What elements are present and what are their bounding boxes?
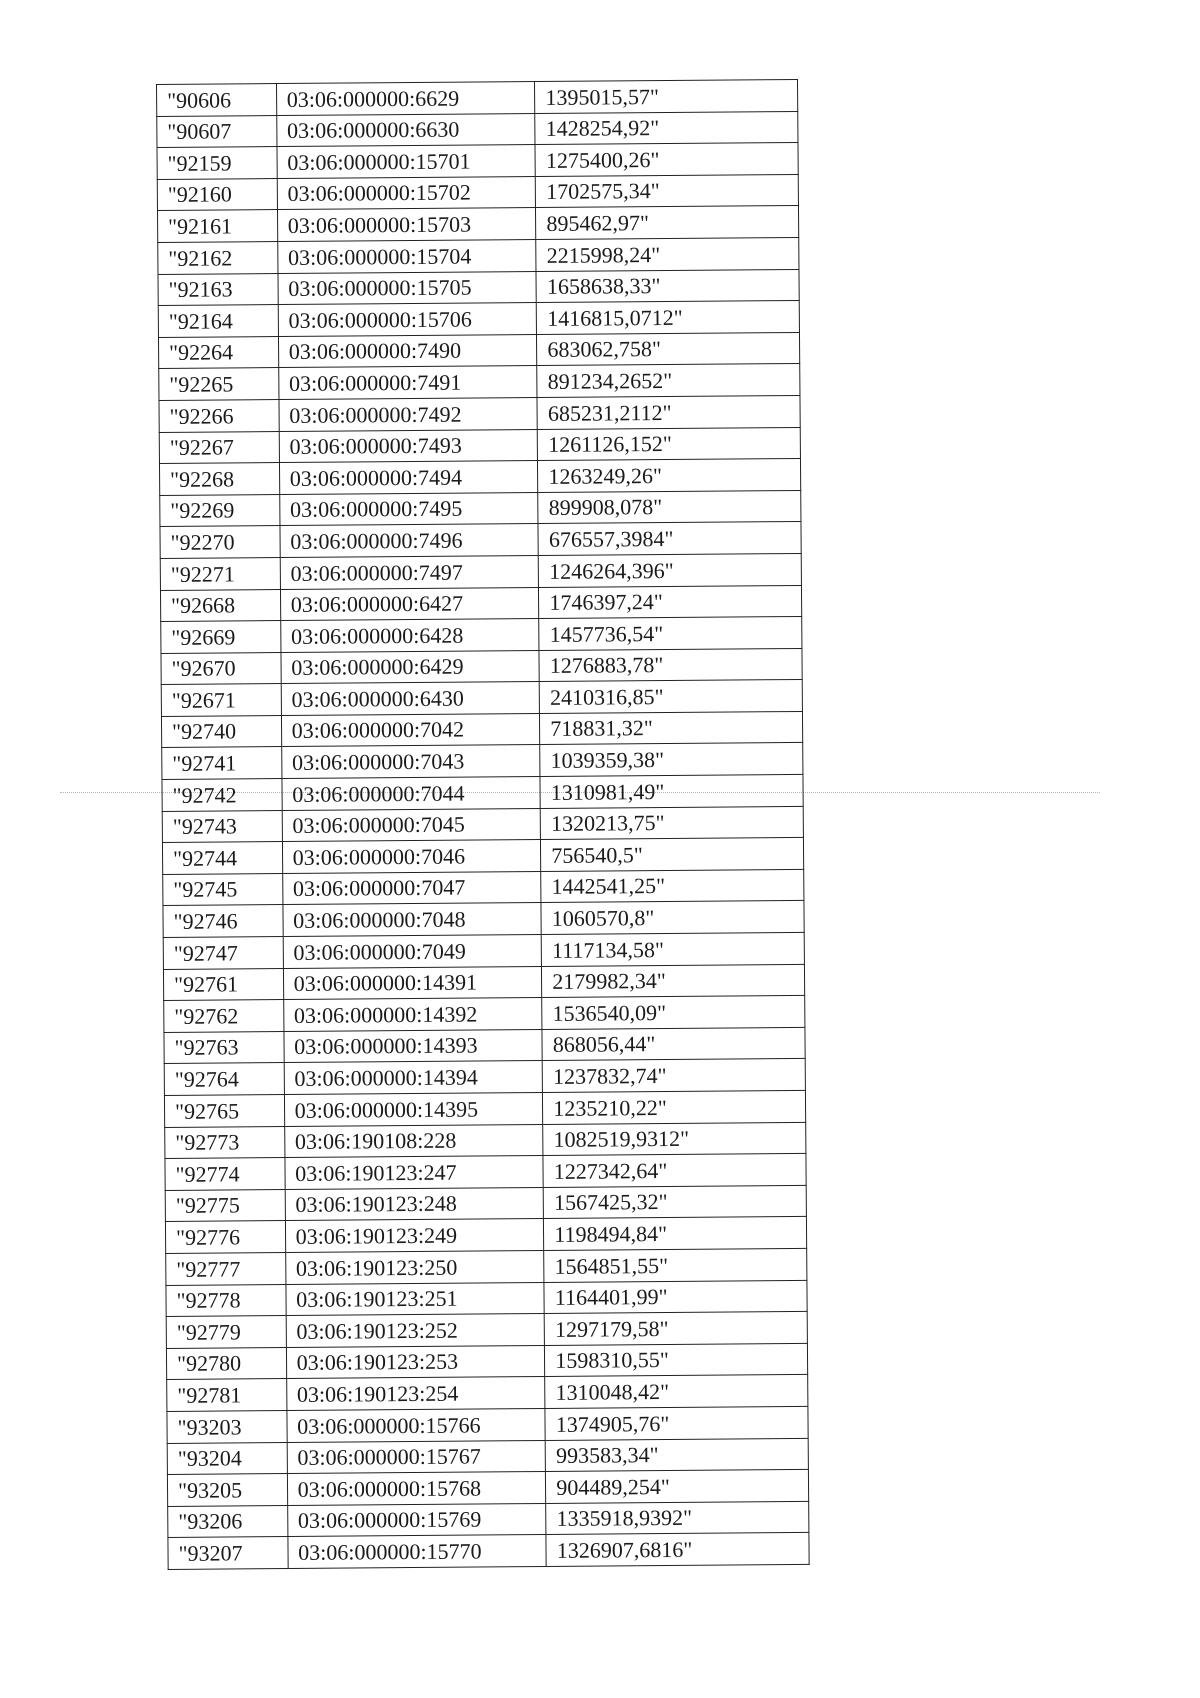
value-cell: 676557,3984" xyxy=(538,522,801,556)
value-cell: 1310981,49" xyxy=(540,775,803,809)
value-cell: 993583,34" xyxy=(545,1438,808,1472)
row-number-cell: "92742 xyxy=(162,779,282,812)
row-number-cell: "92765 xyxy=(164,1095,284,1128)
value-cell: 1702575,34" xyxy=(536,174,799,208)
cadastral-number-cell: 03:06:000000:14395 xyxy=(284,1092,543,1126)
value-cell: 904489,254" xyxy=(546,1470,809,1504)
table-row xyxy=(165,1154,806,1191)
value-cell: 1227342,64" xyxy=(543,1154,806,1188)
cadastral-number-cell: 03:06:190123:249 xyxy=(285,1219,544,1253)
table-row xyxy=(162,775,803,812)
cadastral-number-cell: 03:06:000000:6427 xyxy=(280,587,539,621)
table-row xyxy=(166,1343,807,1380)
cadastral-number-cell: 03:06:190123:250 xyxy=(285,1250,544,1284)
value-cell: 1275400,26" xyxy=(535,143,798,177)
table-row xyxy=(167,1470,808,1507)
table-row xyxy=(165,1122,806,1159)
table-row xyxy=(167,1375,808,1412)
row-number-cell: "92775 xyxy=(165,1189,285,1222)
table-row xyxy=(166,1312,807,1349)
row-number-cell: "92671 xyxy=(161,684,281,717)
cadastral-value-table xyxy=(156,79,810,1570)
table-row xyxy=(163,901,804,938)
row-number-cell: "93204 xyxy=(167,1442,287,1475)
row-number-cell: "92669 xyxy=(161,621,281,654)
value-cell: 1598310,55" xyxy=(545,1343,808,1377)
row-number-cell: "92264 xyxy=(158,336,278,369)
value-cell: 1039359,38" xyxy=(540,743,803,777)
value-cell: 1263249,26" xyxy=(538,459,801,493)
cadastral-number-cell: 03:06:000000:7046 xyxy=(282,840,541,874)
row-number-cell: "92780 xyxy=(166,1347,286,1380)
table-row xyxy=(163,869,804,906)
cadastral-number-cell: 03:06:000000:15770 xyxy=(288,1535,547,1569)
value-cell: 1237832,74" xyxy=(542,1059,805,1093)
row-number-cell: "92779 xyxy=(166,1316,286,1349)
cadastral-number-cell: 03:06:190123:253 xyxy=(286,1345,545,1379)
table-row xyxy=(160,490,801,527)
cadastral-number-cell: 03:06:000000:7492 xyxy=(279,397,538,431)
cadastral-number-cell: 03:06:000000:14394 xyxy=(284,1061,543,1095)
cadastral-number-cell: 03:06:000000:7048 xyxy=(283,903,542,937)
row-number-cell: "92162 xyxy=(158,242,278,275)
cadastral-number-cell: 03:06:000000:15703 xyxy=(277,208,536,242)
table-row xyxy=(158,332,799,369)
table-row xyxy=(162,806,803,843)
value-cell: 1658638,33" xyxy=(536,269,799,303)
cadastral-number-cell: 03:06:000000:15704 xyxy=(277,239,536,273)
row-number-cell: "92774 xyxy=(165,1158,285,1191)
cadastral-number-cell: 03:06:000000:7491 xyxy=(278,366,537,400)
value-cell: 756540,5" xyxy=(541,838,804,872)
table-row xyxy=(161,711,802,748)
table-row xyxy=(163,932,804,969)
cadastral-number-cell: 03:06:000000:15769 xyxy=(287,1503,546,1537)
row-number-cell: "92776 xyxy=(165,1221,285,1254)
row-number-cell: "92762 xyxy=(164,1000,284,1033)
cadastral-number-cell: 03:06:000000:15706 xyxy=(278,303,537,337)
cadastral-number-cell: 03:06:000000:14393 xyxy=(284,1029,543,1063)
row-number-cell: "92268 xyxy=(159,463,279,496)
value-cell: 1335918,9392" xyxy=(546,1501,809,1535)
table-row xyxy=(160,522,801,559)
table-row xyxy=(162,838,803,875)
row-number-cell: "92744 xyxy=(162,842,282,875)
value-cell: 868056,44" xyxy=(542,1027,805,1061)
table-row xyxy=(162,743,803,780)
table-row xyxy=(166,1248,807,1285)
cadastral-number-cell: 03:06:190108:228 xyxy=(284,1124,543,1158)
cadastral-number-cell: 03:06:000000:7042 xyxy=(281,713,540,747)
row-number-cell: "92265 xyxy=(159,368,279,401)
table-row xyxy=(157,206,798,243)
row-number-cell: "90606 xyxy=(157,84,277,117)
value-cell: 1246264,396" xyxy=(539,553,802,587)
row-number-cell: "92743 xyxy=(162,810,282,843)
row-number-cell: "92161 xyxy=(157,210,277,243)
table-row xyxy=(157,111,798,148)
cadastral-number-cell: 03:06:000000:15701 xyxy=(277,145,536,179)
table-row xyxy=(168,1501,809,1538)
value-cell: 1457736,54" xyxy=(539,617,802,651)
table-row xyxy=(160,553,801,590)
row-number-cell: "93205 xyxy=(167,1474,287,1507)
row-number-cell: "92777 xyxy=(166,1252,286,1285)
value-cell: 2215998,24" xyxy=(536,237,799,271)
table-row xyxy=(168,1533,809,1570)
cadastral-number-cell: 03:06:000000:7043 xyxy=(281,745,540,779)
row-number-cell: "92267 xyxy=(159,431,279,464)
table-row xyxy=(158,301,799,338)
value-cell: 1536540,09" xyxy=(542,996,805,1030)
table-row xyxy=(157,143,798,180)
cadastral-number-cell: 03:06:000000:15702 xyxy=(277,176,536,210)
cadastral-number-cell: 03:06:000000:7044 xyxy=(282,777,541,811)
table-row xyxy=(165,1185,806,1222)
table-row xyxy=(163,964,804,1001)
table-row xyxy=(159,427,800,464)
value-cell: 1082519,9312" xyxy=(543,1122,806,1156)
cadastral-number-cell: 03:06:000000:6430 xyxy=(281,682,540,716)
value-cell: 1395015,57" xyxy=(535,79,798,113)
row-number-cell: "92746 xyxy=(163,905,283,938)
value-cell: 1276883,78" xyxy=(539,648,802,682)
table-row xyxy=(157,79,798,116)
table-row xyxy=(160,585,801,622)
cadastral-number-cell: 03:06:000000:15768 xyxy=(287,1472,546,1506)
table-row xyxy=(161,648,802,685)
row-number-cell: "92271 xyxy=(160,557,280,590)
table-row xyxy=(157,174,798,211)
value-cell: 1297179,58" xyxy=(544,1312,807,1346)
table-row xyxy=(164,1059,805,1096)
value-cell: 1320213,75" xyxy=(540,806,803,840)
table-row xyxy=(159,364,800,401)
cadastral-number-cell: 03:06:000000:6428 xyxy=(280,619,539,653)
row-number-cell: "92270 xyxy=(160,526,280,559)
cadastral-number-cell: 03:06:190123:248 xyxy=(285,1187,544,1221)
row-number-cell: "92164 xyxy=(158,305,278,338)
table-row xyxy=(161,617,802,654)
value-cell: 2410316,85" xyxy=(540,680,803,714)
row-number-cell: "92778 xyxy=(166,1284,286,1317)
row-number-cell: "93203 xyxy=(167,1410,287,1443)
value-cell: 1117134,58" xyxy=(541,932,804,966)
value-cell: 718831,32" xyxy=(540,711,803,745)
cadastral-number-cell: 03:06:000000:7493 xyxy=(279,429,538,463)
value-cell: 683062,758" xyxy=(537,332,800,366)
value-cell: 1428254,92" xyxy=(535,111,798,145)
row-number-cell: "92269 xyxy=(160,494,280,527)
table-row xyxy=(167,1406,808,1443)
row-number-cell: "92266 xyxy=(159,399,279,432)
table-row xyxy=(159,395,800,432)
row-number-cell: "92747 xyxy=(163,937,283,970)
row-number-cell: "92761 xyxy=(163,968,283,1001)
table-body xyxy=(157,79,810,1569)
row-number-cell: "92745 xyxy=(163,873,283,906)
row-number-cell: "92163 xyxy=(158,273,278,306)
value-cell: 891234,2652" xyxy=(537,364,800,398)
cadastral-number-cell: 03:06:000000:7496 xyxy=(280,524,539,558)
value-cell: 1746397,24" xyxy=(539,585,802,619)
cadastral-number-cell: 03:06:000000:7045 xyxy=(282,808,541,842)
value-cell: 1442541,25" xyxy=(541,869,804,903)
value-cell: 1235210,22" xyxy=(543,1090,806,1124)
cadastral-number-cell: 03:06:000000:6429 xyxy=(281,650,540,684)
cadastral-number-cell: 03:06:000000:6630 xyxy=(276,113,535,147)
value-cell: 1567425,32" xyxy=(543,1185,806,1219)
value-cell: 899908,078" xyxy=(538,490,801,524)
cadastral-number-cell: 03:06:000000:7497 xyxy=(280,555,539,589)
value-cell: 1261126,152" xyxy=(538,427,801,461)
value-cell: 1198494,84" xyxy=(544,1217,807,1251)
table-row xyxy=(167,1438,808,1475)
value-cell: 1164401,99" xyxy=(544,1280,807,1314)
table-row xyxy=(166,1280,807,1317)
cadastral-number-cell: 03:06:000000:7495 xyxy=(279,492,538,526)
value-cell: 1326907,6816" xyxy=(546,1533,809,1567)
table-row xyxy=(158,237,799,274)
cadastral-number-cell: 03:06:190123:247 xyxy=(285,1156,544,1190)
table-row xyxy=(164,1090,805,1127)
table-row xyxy=(161,680,802,717)
cadastral-number-cell: 03:06:000000:15705 xyxy=(278,271,537,305)
row-number-cell: "92740 xyxy=(161,715,281,748)
row-number-cell: "92781 xyxy=(167,1379,287,1412)
value-cell: 1564851,55" xyxy=(544,1248,807,1282)
cadastral-number-cell: 03:06:000000:7049 xyxy=(283,935,542,969)
table-row xyxy=(164,1027,805,1064)
row-number-cell: "92670 xyxy=(161,652,281,685)
table-row xyxy=(165,1217,806,1254)
row-number-cell: "92764 xyxy=(164,1063,284,1096)
cadastral-number-cell: 03:06:000000:6629 xyxy=(276,82,535,116)
cadastral-number-cell: 03:06:190123:252 xyxy=(286,1314,545,1348)
cadastral-number-cell: 03:06:000000:7490 xyxy=(278,334,537,368)
cadastral-number-cell: 03:06:190123:251 xyxy=(286,1282,545,1316)
table-row xyxy=(164,996,805,1033)
row-number-cell: "93207 xyxy=(168,1537,288,1570)
row-number-cell: "93206 xyxy=(168,1505,288,1538)
value-cell: 2179982,34" xyxy=(542,964,805,998)
table-row xyxy=(159,459,800,496)
value-cell: 685231,2112" xyxy=(537,395,800,429)
cadastral-number-cell: 03:06:000000:7047 xyxy=(282,871,541,905)
table-row xyxy=(158,269,799,306)
cadastral-number-cell: 03:06:000000:7494 xyxy=(279,461,538,495)
cadastral-number-cell: 03:06:000000:15766 xyxy=(287,1408,546,1442)
value-cell: 895462,97" xyxy=(536,206,799,240)
row-number-cell: "92668 xyxy=(160,589,280,622)
row-number-cell: "92763 xyxy=(164,1031,284,1064)
cadastral-number-cell: 03:06:000000:14391 xyxy=(283,966,542,1000)
cadastral-number-cell: 03:06:000000:15767 xyxy=(287,1440,546,1474)
row-number-cell: "92160 xyxy=(157,178,277,211)
value-cell: 1310048,42" xyxy=(545,1375,808,1409)
cadastral-number-cell: 03:06:000000:14392 xyxy=(283,998,542,1032)
row-number-cell: "90607 xyxy=(157,115,277,148)
row-number-cell: "92773 xyxy=(165,1126,285,1159)
value-cell: 1416815,0712" xyxy=(537,301,800,335)
row-number-cell: "92159 xyxy=(157,147,277,180)
cadastral-number-cell: 03:06:190123:254 xyxy=(286,1377,545,1411)
value-cell: 1060570,8" xyxy=(541,901,804,935)
row-number-cell: "92741 xyxy=(162,747,282,780)
value-cell: 1374905,76" xyxy=(545,1406,808,1440)
